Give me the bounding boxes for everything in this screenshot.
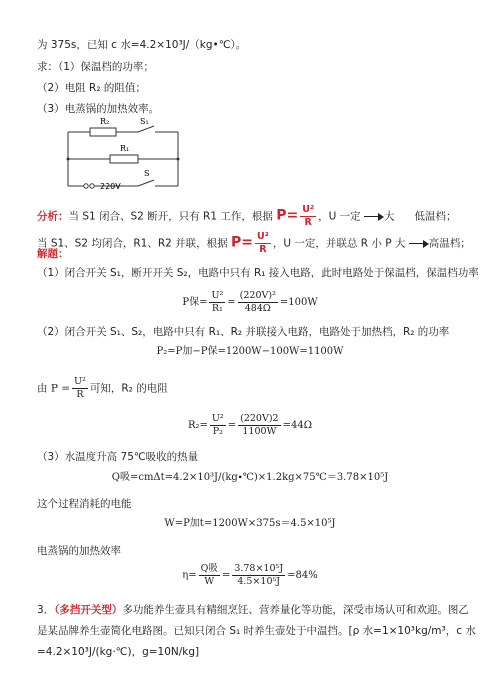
- solution-step-2b: 由 P = $\frac{\text{U²}}{R}$ 可知，R₂ 的电阻: [37, 376, 168, 400]
- solution-step-3: （3）水温度升高 75℃吸收的热量: [37, 451, 199, 463]
- switch-s-symbol: [138, 180, 154, 186]
- label-s1: S₁: [140, 117, 149, 126]
- solution-step-3c: 电蒸锅的加热效率: [37, 545, 121, 557]
- label-r2: R₂: [100, 117, 110, 126]
- label-s: S: [144, 169, 150, 178]
- analysis-label: 分析：: [37, 210, 69, 223]
- problem-tag: （多挡开关型）: [54, 604, 123, 616]
- resistor-r2-symbol: [90, 128, 116, 136]
- label-voltage: 220V: [100, 182, 121, 191]
- question-2: （2）电阻 R₂ 的阻值；: [37, 82, 146, 94]
- resistor-r1-symbol: [110, 155, 138, 163]
- solution-step-1: （1）闭合开关 S₁，断开开关 S₂，电路中只有 R₁ 接入电路，此时电路处于保温档，保温档功率: [37, 267, 479, 279]
- arrow-icon: [364, 213, 384, 221]
- equation-2: P₂=P加−P保=1200W−100W=1100W: [156, 346, 344, 357]
- switch-s1-symbol: [138, 126, 154, 132]
- question-1: 求：（1）保温档的功率；: [37, 61, 154, 73]
- arrow-icon: [409, 240, 429, 248]
- question-3: （3）电蒸锅的加热效率。: [37, 103, 160, 115]
- solution-step-2: （2）闭合开关 S₁、S₂，电路中只有 R₁、R₂ 并联接入电路，电路处于加热档，R₂ 的功率: [37, 326, 450, 338]
- equation-1: P保= $\frac{\text{U²}}{\text{R₁}}$ = $\frac{\text{(220V)²}}{484\Omega}$ =100W: [182, 290, 318, 314]
- formula-fraction: $\frac{\text{U²}}{R}$: [302, 204, 315, 228]
- next-problem-line-2: 是某品牌养生壶简化电路图。已知只闭合 S₁ 时养生壶处于中温挡。[ρ 水=1×10³kg/m³，c 水: [37, 625, 476, 637]
- next-problem-line-3: =4.2×10³J/(kg·℃)，g=10N/kg]: [37, 646, 200, 658]
- label-r1: R₁: [120, 144, 130, 153]
- equation-3: R₂= $\frac{\text{U²}}{\text{P₂}}$ = $\frac{(220V)2}{1100W}$ =44Ω: [188, 413, 312, 437]
- equation-5: W=P加t=1200W×375s＝4.5×10⁵J: [164, 518, 336, 529]
- circuit-diagram: [60, 114, 190, 194]
- analysis-line-1: 分析：当 S1 闭合、S2 断开，只有 R1 工作，根据 P= $\frac{\text{U²}}{R}$ ，U 一定 大 低温档；: [37, 204, 457, 228]
- solution-step-3b: 这个过程消耗的电能: [37, 498, 132, 510]
- next-problem-line-1: 3．（多挡开关型）多功能养生壶具有精细烹饪、营养量化等功能，深受市场认可和欢迎。图乙: [37, 604, 469, 616]
- solution-label: 解题：: [37, 248, 69, 260]
- equation-4: Q吸=cmΔt=4.2×10³J/(kg∙℃)×1.2kg×75℃＝3.78×10⁵J: [111, 472, 389, 483]
- equation-6: η= $\frac{\text{Q吸}}{W}$ = $\frac{\text{3.78×10⁵J}}{\text{4.5×10⁵J}}$ =84%: [182, 563, 318, 587]
- terminal-icon: [90, 184, 94, 188]
- intro-line: 为 375s，已知 c 水=4.2×10³J/（kg•℃）。: [37, 39, 247, 51]
- analysis-line-2: 当 S1、S2 均闭合，R1、R2 并联，根据 P= $\frac{\text{U²}}{R}$ ，U 一定，并联总 R 小 P 大 高温档；: [37, 231, 471, 255]
- terminal-icon: [84, 184, 88, 188]
- formula-p: P=: [276, 207, 299, 224]
